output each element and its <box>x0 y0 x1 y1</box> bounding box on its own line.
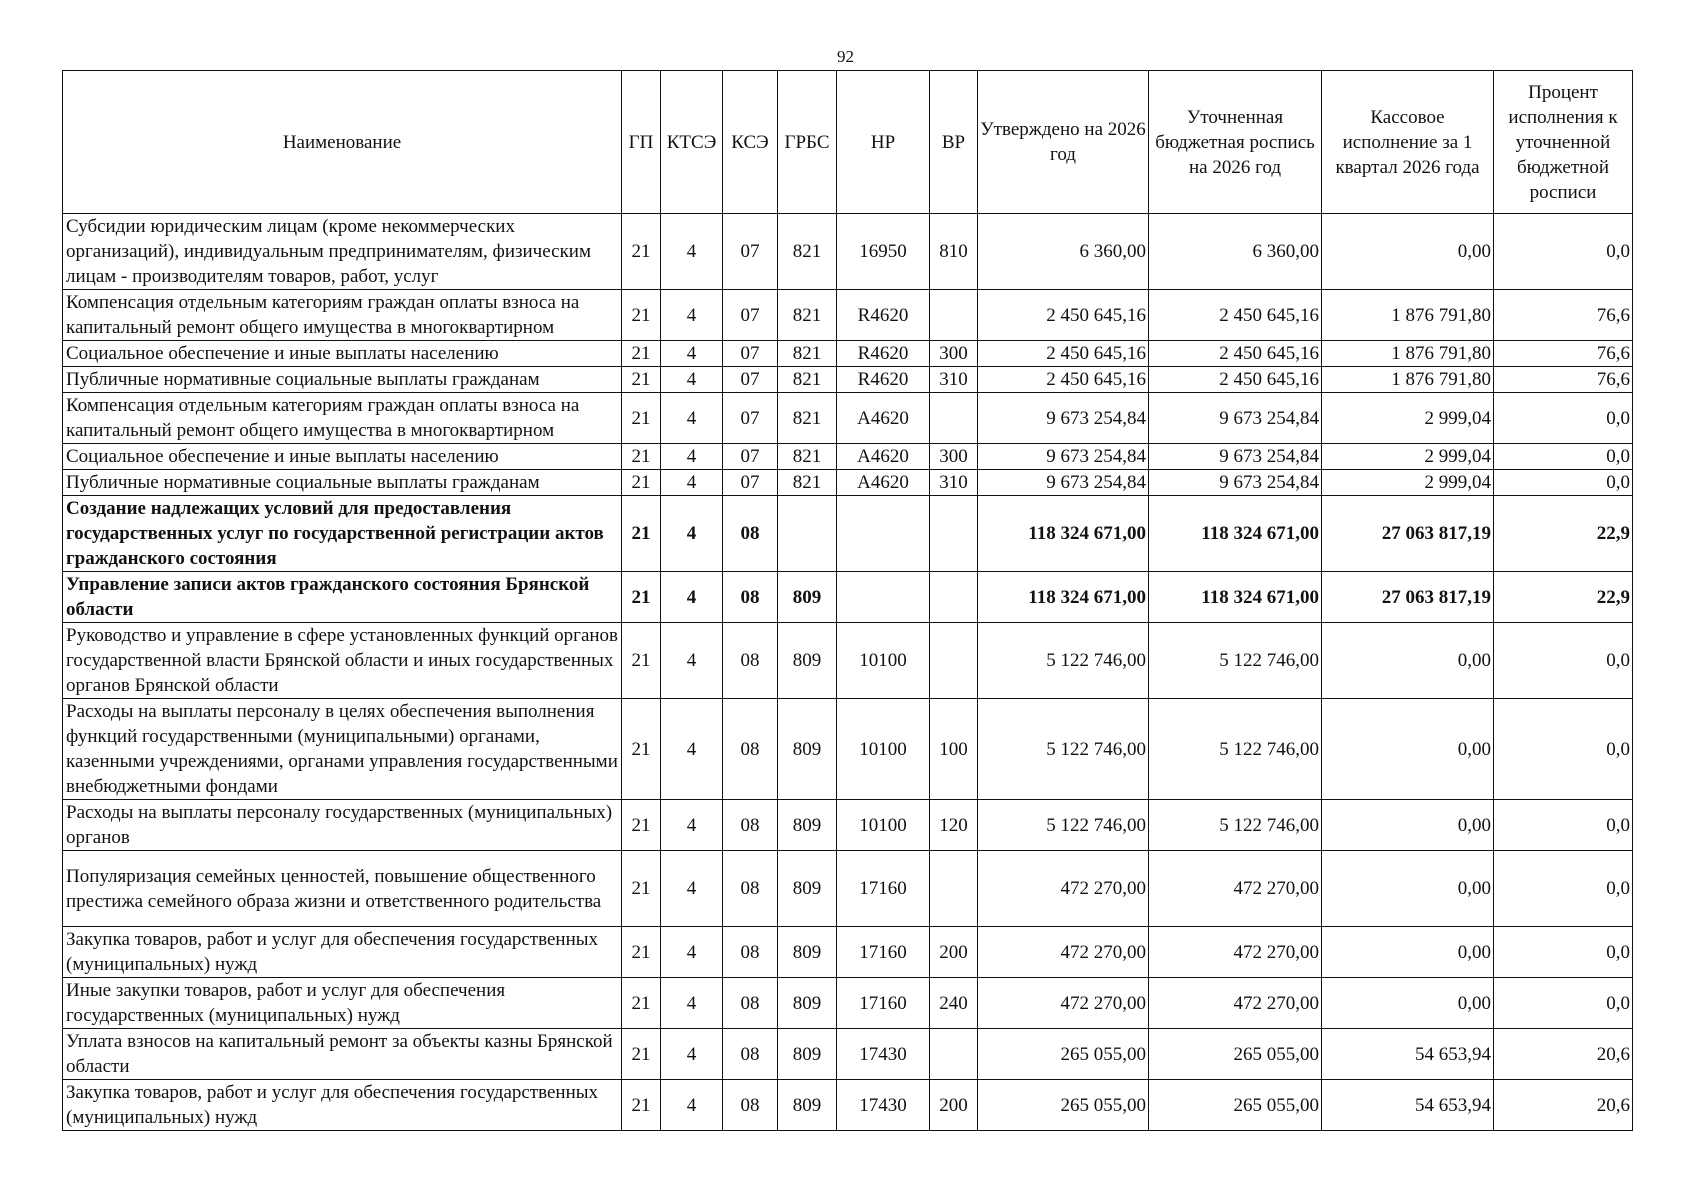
cell-nr: 16950 <box>837 214 930 290</box>
cell-ktse: 4 <box>661 470 723 496</box>
cell-vr <box>930 623 978 699</box>
cell-gp: 21 <box>622 1029 661 1080</box>
cell-grbs: 809 <box>778 851 837 927</box>
cell-kse: 08 <box>723 623 778 699</box>
cell-grbs: 809 <box>778 1080 837 1131</box>
cell-refined: 472 270,00 <box>1149 851 1322 927</box>
cell-percent: 0,0 <box>1494 851 1633 927</box>
header-gp: ГП <box>622 71 661 214</box>
cell-name: Компенсация отдельным категориям граждан оплаты взноса на капитальный ремонт общего имущества в многоквартирном <box>63 290 622 341</box>
cell-kse: 08 <box>723 978 778 1029</box>
cell-cash: 54 653,94 <box>1322 1029 1494 1080</box>
cell-refined: 472 270,00 <box>1149 978 1322 1029</box>
cell-name: Управление записи актов гражданского состояния Брянской области <box>63 572 622 623</box>
cell-kse: 08 <box>723 572 778 623</box>
cell-grbs: 821 <box>778 393 837 444</box>
cell-kse: 07 <box>723 367 778 393</box>
cell-grbs: 821 <box>778 470 837 496</box>
cell-refined: 9 673 254,84 <box>1149 444 1322 470</box>
cell-kse: 07 <box>723 214 778 290</box>
cell-gp: 21 <box>622 341 661 367</box>
cell-refined: 6 360,00 <box>1149 214 1322 290</box>
cell-gp: 21 <box>622 393 661 444</box>
cell-percent: 0,0 <box>1494 800 1633 851</box>
cell-nr: 17160 <box>837 851 930 927</box>
cell-kse: 08 <box>723 496 778 572</box>
cell-percent: 22,9 <box>1494 572 1633 623</box>
cell-name: Популяризация семейных ценностей, повышение общественного престижа семейного образа жизни и ответственного родительства <box>63 851 622 927</box>
cell-ktse: 4 <box>661 393 723 444</box>
header-grbs: ГРБС <box>778 71 837 214</box>
cell-refined: 118 324 671,00 <box>1149 496 1322 572</box>
cell-approved: 9 673 254,84 <box>978 393 1149 444</box>
cell-nr: R4620 <box>837 367 930 393</box>
cell-ktse: 4 <box>661 978 723 1029</box>
cell-grbs: 809 <box>778 623 837 699</box>
table-row <box>63 214 1633 290</box>
cell-gp: 21 <box>622 496 661 572</box>
cell-grbs: 821 <box>778 367 837 393</box>
cell-grbs: 821 <box>778 341 837 367</box>
cell-approved: 118 324 671,00 <box>978 572 1149 623</box>
cell-gp: 21 <box>622 927 661 978</box>
cell-nr: А4620 <box>837 444 930 470</box>
cell-nr: 10100 <box>837 623 930 699</box>
header-ktse: КТСЭ <box>661 71 723 214</box>
cell-nr: 10100 <box>837 800 930 851</box>
cell-vr: 100 <box>930 699 978 800</box>
cell-percent: 0,0 <box>1494 214 1633 290</box>
cell-nr: 17430 <box>837 1029 930 1080</box>
cell-kse: 07 <box>723 393 778 444</box>
cell-name: Публичные нормативные социальные выплаты гражданам <box>63 367 622 393</box>
table-row <box>63 393 1633 444</box>
cell-name: Закупка товаров, работ и услуг для обеспечения государственных (муниципальных) нужд <box>63 1080 622 1131</box>
table-row <box>63 851 1633 927</box>
table-row <box>63 927 1633 978</box>
cell-refined: 118 324 671,00 <box>1149 572 1322 623</box>
cell-grbs: 809 <box>778 699 837 800</box>
cell-approved: 118 324 671,00 <box>978 496 1149 572</box>
cell-grbs: 809 <box>778 572 837 623</box>
cell-cash: 1 876 791,80 <box>1322 290 1494 341</box>
cell-kse: 07 <box>723 290 778 341</box>
cell-approved: 265 055,00 <box>978 1080 1149 1131</box>
cell-approved: 2 450 645,16 <box>978 290 1149 341</box>
cell-name: Расходы на выплаты персоналу государственных (муниципальных) органов <box>63 800 622 851</box>
cell-grbs: 821 <box>778 290 837 341</box>
cell-cash: 0,00 <box>1322 927 1494 978</box>
table-row <box>63 1080 1633 1131</box>
cell-nr: 10100 <box>837 699 930 800</box>
cell-nr: 17430 <box>837 1080 930 1131</box>
cell-cash: 0,00 <box>1322 214 1494 290</box>
cell-vr <box>930 290 978 341</box>
cell-nr: А4620 <box>837 470 930 496</box>
cell-nr <box>837 572 930 623</box>
cell-approved: 5 122 746,00 <box>978 623 1149 699</box>
cell-cash: 27 063 817,19 <box>1322 496 1494 572</box>
cell-vr: 300 <box>930 341 978 367</box>
cell-nr: 17160 <box>837 927 930 978</box>
cell-grbs: 821 <box>778 214 837 290</box>
header-percent: Процент исполнения к уточненной бюджетной росписи <box>1494 71 1633 214</box>
cell-vr <box>930 1029 978 1080</box>
table-row <box>63 1029 1633 1080</box>
header-row <box>63 71 1633 214</box>
cell-gp: 21 <box>622 800 661 851</box>
cell-refined: 2 450 645,16 <box>1149 341 1322 367</box>
cell-grbs: 821 <box>778 444 837 470</box>
cell-percent: 20,6 <box>1494 1029 1633 1080</box>
header-name: Наименование <box>63 71 622 214</box>
cell-vr: 120 <box>930 800 978 851</box>
cell-kse: 08 <box>723 699 778 800</box>
cell-percent: 22,9 <box>1494 496 1633 572</box>
cell-vr <box>930 851 978 927</box>
cell-vr: 310 <box>930 367 978 393</box>
cell-ktse: 4 <box>661 290 723 341</box>
cell-cash: 1 876 791,80 <box>1322 341 1494 367</box>
cell-name: Социальное обеспечение и иные выплаты населению <box>63 444 622 470</box>
cell-gp: 21 <box>622 699 661 800</box>
cell-ktse: 4 <box>661 623 723 699</box>
cell-kse: 08 <box>723 1080 778 1131</box>
table-row <box>63 800 1633 851</box>
cell-ktse: 4 <box>661 214 723 290</box>
cell-name: Руководство и управление в сфере установленных функций органов государственной власти Брянской области и иных государственных органов Брянской области <box>63 623 622 699</box>
cell-approved: 2 450 645,16 <box>978 341 1149 367</box>
cell-approved: 472 270,00 <box>978 927 1149 978</box>
cell-gp: 21 <box>622 572 661 623</box>
cell-approved: 5 122 746,00 <box>978 800 1149 851</box>
cell-ktse: 4 <box>661 851 723 927</box>
table-row <box>63 623 1633 699</box>
cell-percent: 0,0 <box>1494 927 1633 978</box>
cell-cash: 0,00 <box>1322 978 1494 1029</box>
cell-name: Социальное обеспечение и иные выплаты населению <box>63 341 622 367</box>
cell-kse: 07 <box>723 444 778 470</box>
cell-name: Закупка товаров, работ и услуг для обеспечения государственных (муниципальных) нужд <box>63 927 622 978</box>
cell-gp: 21 <box>622 978 661 1029</box>
cell-cash: 2 999,04 <box>1322 393 1494 444</box>
cell-cash: 0,00 <box>1322 851 1494 927</box>
cell-ktse: 4 <box>661 496 723 572</box>
cell-nr: R4620 <box>837 341 930 367</box>
table-row <box>63 290 1633 341</box>
cell-gp: 21 <box>622 367 661 393</box>
cell-ktse: 4 <box>661 1080 723 1131</box>
cell-percent: 20,6 <box>1494 1080 1633 1131</box>
cell-name: Иные закупки товаров, работ и услуг для обеспечения государственных (муниципальных) нужд <box>63 978 622 1029</box>
cell-cash: 1 876 791,80 <box>1322 367 1494 393</box>
table-row <box>63 496 1633 572</box>
cell-grbs: 809 <box>778 1029 837 1080</box>
header-refined: Уточненная бюджетная роспись на 2026 год <box>1149 71 1322 214</box>
cell-name: Расходы на выплаты персоналу в целях обеспечения выполнения функций государственными (муниципальными) органами, казенными учреждениями, органами управления государственными внебюджетными фондами <box>63 699 622 800</box>
cell-ktse: 4 <box>661 367 723 393</box>
cell-percent: 0,0 <box>1494 470 1633 496</box>
cell-approved: 2 450 645,16 <box>978 367 1149 393</box>
cell-refined: 2 450 645,16 <box>1149 290 1322 341</box>
cell-refined: 5 122 746,00 <box>1149 800 1322 851</box>
cell-kse: 07 <box>723 341 778 367</box>
cell-vr: 200 <box>930 1080 978 1131</box>
cell-percent: 76,6 <box>1494 341 1633 367</box>
table-row <box>63 341 1633 367</box>
cell-nr <box>837 496 930 572</box>
page-number: 92 <box>837 47 854 66</box>
cell-cash: 0,00 <box>1322 800 1494 851</box>
cell-name: Публичные нормативные социальные выплаты гражданам <box>63 470 622 496</box>
cell-approved: 5 122 746,00 <box>978 699 1149 800</box>
cell-refined: 9 673 254,84 <box>1149 470 1322 496</box>
cell-grbs: 809 <box>778 927 837 978</box>
cell-vr: 810 <box>930 214 978 290</box>
cell-percent: 0,0 <box>1494 393 1633 444</box>
cell-ktse: 4 <box>661 927 723 978</box>
cell-approved: 6 360,00 <box>978 214 1149 290</box>
cell-vr: 310 <box>930 470 978 496</box>
cell-vr <box>930 393 978 444</box>
cell-kse: 08 <box>723 800 778 851</box>
cell-cash: 27 063 817,19 <box>1322 572 1494 623</box>
cell-name: Субсидии юридическим лицам (кроме некоммерческих организаций), индивидуальным предпринимателям, физическим лицам - производителям товаров, работ, услуг <box>63 214 622 290</box>
cell-nr: 17160 <box>837 978 930 1029</box>
cell-approved: 472 270,00 <box>978 851 1149 927</box>
cell-refined: 2 450 645,16 <box>1149 367 1322 393</box>
cell-refined: 5 122 746,00 <box>1149 699 1322 800</box>
cell-refined: 265 055,00 <box>1149 1029 1322 1080</box>
cell-name: Компенсация отдельным категориям граждан оплаты взноса на капитальный ремонт общего имущества в многоквартирном <box>63 393 622 444</box>
cell-cash: 2 999,04 <box>1322 444 1494 470</box>
table-row <box>63 367 1633 393</box>
cell-refined: 5 122 746,00 <box>1149 623 1322 699</box>
cell-cash: 0,00 <box>1322 699 1494 800</box>
cell-approved: 265 055,00 <box>978 1029 1149 1080</box>
cell-percent: 0,0 <box>1494 978 1633 1029</box>
cell-grbs: 809 <box>778 800 837 851</box>
cell-approved: 472 270,00 <box>978 978 1149 1029</box>
cell-grbs <box>778 496 837 572</box>
cell-vr: 300 <box>930 444 978 470</box>
cell-gp: 21 <box>622 214 661 290</box>
cell-percent: 0,0 <box>1494 699 1633 800</box>
cell-gp: 21 <box>622 1080 661 1131</box>
cell-ktse: 4 <box>661 800 723 851</box>
budget-table <box>62 70 1633 1131</box>
cell-vr <box>930 496 978 572</box>
cell-ktse: 4 <box>661 1029 723 1080</box>
cell-ktse: 4 <box>661 341 723 367</box>
cell-percent: 76,6 <box>1494 290 1633 341</box>
cell-vr <box>930 572 978 623</box>
header-cash: Кассовое исполнение за 1 квартал 2026 года <box>1322 71 1494 214</box>
cell-approved: 9 673 254,84 <box>978 444 1149 470</box>
cell-gp: 21 <box>622 851 661 927</box>
header-vr: ВР <box>930 71 978 214</box>
cell-kse: 08 <box>723 1029 778 1080</box>
cell-ktse: 4 <box>661 699 723 800</box>
table-row <box>63 699 1633 800</box>
header-approved: Утверждено на 2026 год <box>978 71 1149 214</box>
cell-percent: 76,6 <box>1494 367 1633 393</box>
cell-refined: 9 673 254,84 <box>1149 393 1322 444</box>
cell-kse: 08 <box>723 851 778 927</box>
cell-nr: А4620 <box>837 393 930 444</box>
cell-name: Создание надлежащих условий для предоставления государственных услуг по государственной регистрации актов гражданского состояния <box>63 496 622 572</box>
cell-vr: 240 <box>930 978 978 1029</box>
table-row <box>63 444 1633 470</box>
cell-kse: 08 <box>723 927 778 978</box>
cell-vr: 200 <box>930 927 978 978</box>
cell-cash: 54 653,94 <box>1322 1080 1494 1131</box>
header-nr: НР <box>837 71 930 214</box>
cell-cash: 0,00 <box>1322 623 1494 699</box>
cell-percent: 0,0 <box>1494 444 1633 470</box>
cell-kse: 07 <box>723 470 778 496</box>
header-kse: КСЭ <box>723 71 778 214</box>
table-row <box>63 978 1633 1029</box>
table-body <box>63 214 1633 1131</box>
cell-gp: 21 <box>622 290 661 341</box>
cell-ktse: 4 <box>661 572 723 623</box>
cell-grbs: 809 <box>778 978 837 1029</box>
cell-ktse: 4 <box>661 444 723 470</box>
cell-gp: 21 <box>622 444 661 470</box>
cell-gp: 21 <box>622 623 661 699</box>
cell-name: Уплата взносов на капитальный ремонт за объекты казны Брянской области <box>63 1029 622 1080</box>
cell-cash: 2 999,04 <box>1322 470 1494 496</box>
table-row <box>63 572 1633 623</box>
table-row <box>63 470 1633 496</box>
cell-approved: 9 673 254,84 <box>978 470 1149 496</box>
cell-gp: 21 <box>622 470 661 496</box>
cell-refined: 265 055,00 <box>1149 1080 1322 1131</box>
cell-refined: 472 270,00 <box>1149 927 1322 978</box>
cell-nr: R4620 <box>837 290 930 341</box>
cell-percent: 0,0 <box>1494 623 1633 699</box>
